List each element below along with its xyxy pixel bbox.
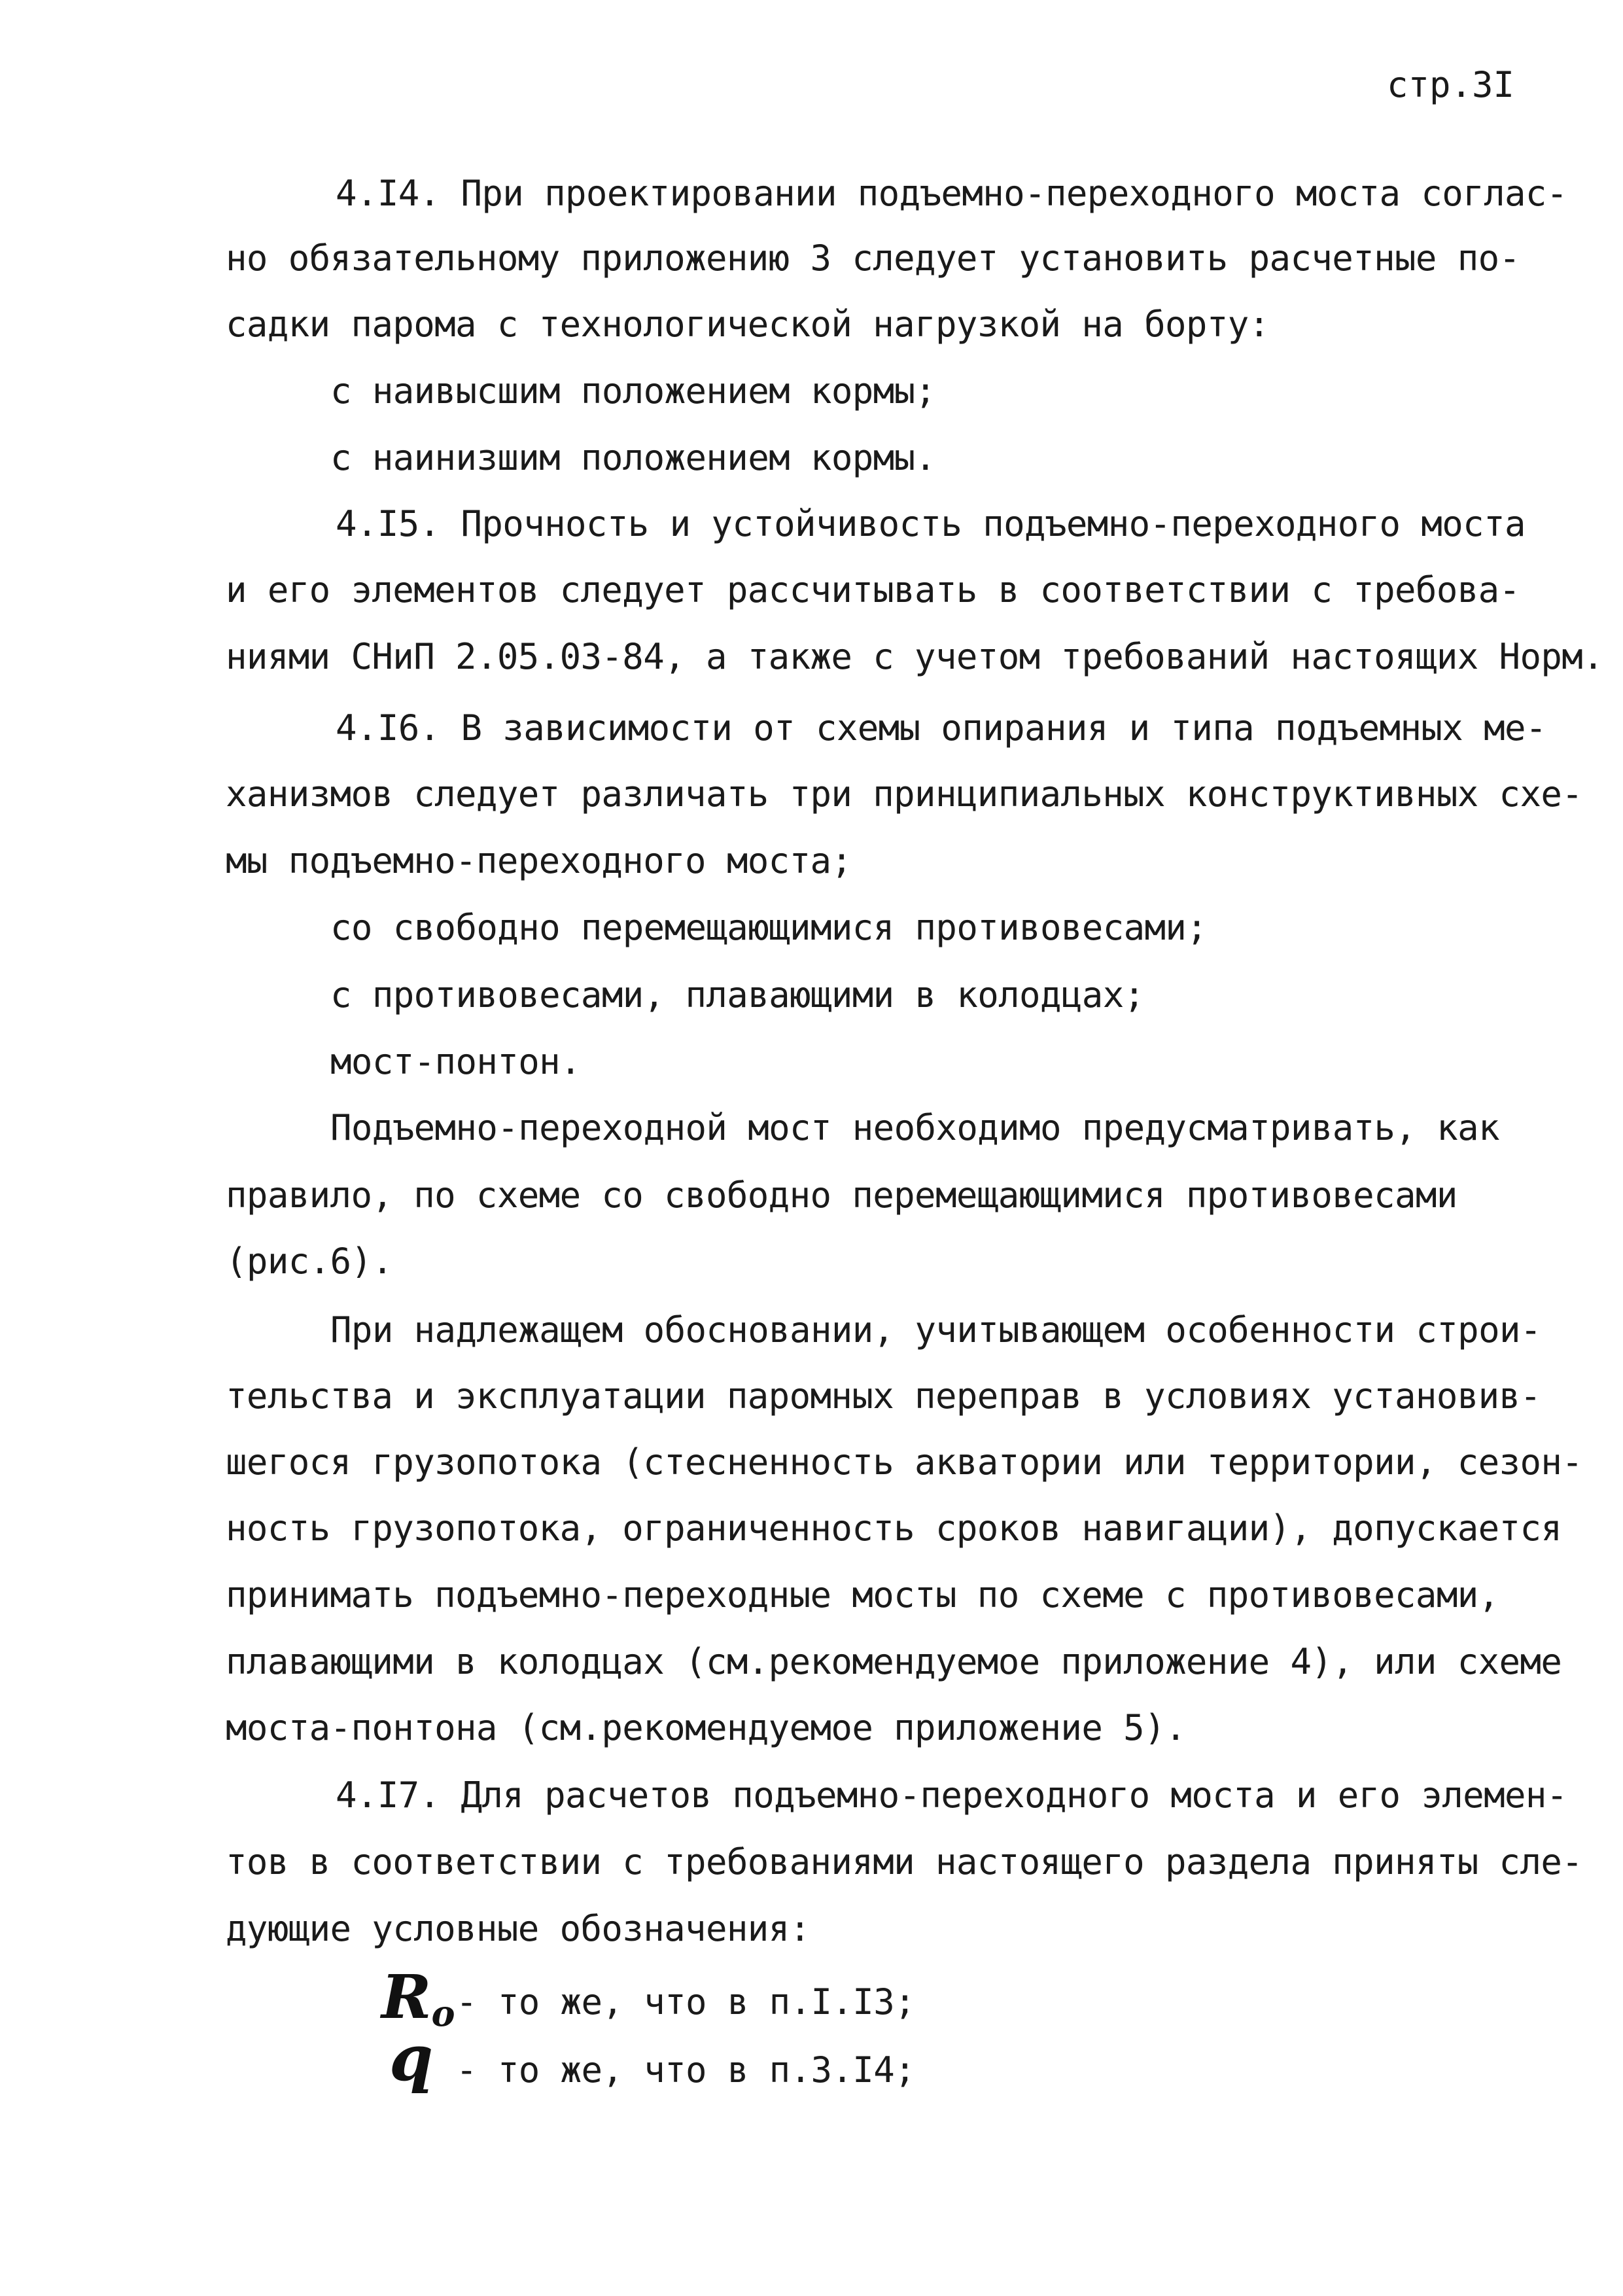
- text-line: с наинизшим положением кормы.: [330, 437, 936, 478]
- text-line: мы подъемно-переходного моста;: [226, 840, 852, 881]
- page-number: стр.3I: [1387, 64, 1515, 105]
- text-line: садки парома с технологической нагрузкой на борту:: [226, 304, 1270, 345]
- text-line: 4.I5. Прочность и устойчивость подъемно-переходного моста: [336, 503, 1526, 544]
- text-line: тов в соответствии с требованиями настоящего раздела приняты сле-: [226, 1841, 1583, 1882]
- text-line: При надлежащем обосновании, учитывающем особенности строи-: [330, 1309, 1541, 1351]
- text-line: шегося грузопотока (стесненность акватории или территории, сезон-: [226, 1441, 1583, 1483]
- text-line: тельства и эксплуатации паромных переправ в условиях установив-: [226, 1375, 1541, 1417]
- text-line: ность грузопотока, ограниченность сроков навигации), допускается: [226, 1508, 1562, 1549]
- text-line: принимать подъемно-переходные мосты по схеме с противовесами,: [226, 1574, 1499, 1616]
- text-line: и его элементов следует рассчитывать в соответствии с требова-: [226, 569, 1520, 610]
- text-line: с наивысшим положением кормы;: [330, 370, 936, 412]
- text-line: дующие условные обозначения:: [226, 1908, 811, 1949]
- text-line: 4.I7. Для расчетов подъемно-переходного моста и его элемен-: [336, 1775, 1567, 1816]
- text-line: моста-понтона (см.рекомендуемое приложение 5).: [226, 1707, 1186, 1748]
- text-line: мост-понтон.: [330, 1041, 581, 1082]
- notation-definition: - то же, что в п.I.I3;: [456, 1981, 916, 2022]
- text-line: с противовесами, плавающими в колодцах;: [330, 974, 1145, 1016]
- text-line: ниями СНиП 2.05.03-84, а также с учетом требований настоящих Норм.: [226, 636, 1604, 677]
- text-line: 4.I4. При проектировании подъемно-переходного моста соглас-: [336, 173, 1567, 214]
- text-line: ханизмов следует различать три принципиальных конструктивных схе-: [226, 773, 1583, 815]
- text-line: (рис.6).: [226, 1241, 393, 1282]
- text-line: плавающими в колодцах (см.рекомендуемое приложение 4), или схеме: [226, 1641, 1562, 1682]
- notation-symbol-q: q: [389, 2021, 434, 2095]
- notation-definition: - то же, что в п.3.I4;: [456, 2049, 916, 2091]
- notation-symbol-R: $R_o$: [381, 1962, 455, 2034]
- text-line: правило, по схеме со свободно перемещающимися противовесами: [226, 1174, 1457, 1216]
- text-line: но обязательному приложению 3 следует установить расчетные по-: [226, 238, 1520, 279]
- text-line: Подъемно-переходной мост необходимо предусматривать, как: [330, 1107, 1500, 1148]
- text-line: 4.I6. В зависимости от схемы опирания и типа подъемных ме-: [336, 707, 1546, 749]
- text-line: со свободно перемещающимися противовесами;: [330, 907, 1208, 948]
